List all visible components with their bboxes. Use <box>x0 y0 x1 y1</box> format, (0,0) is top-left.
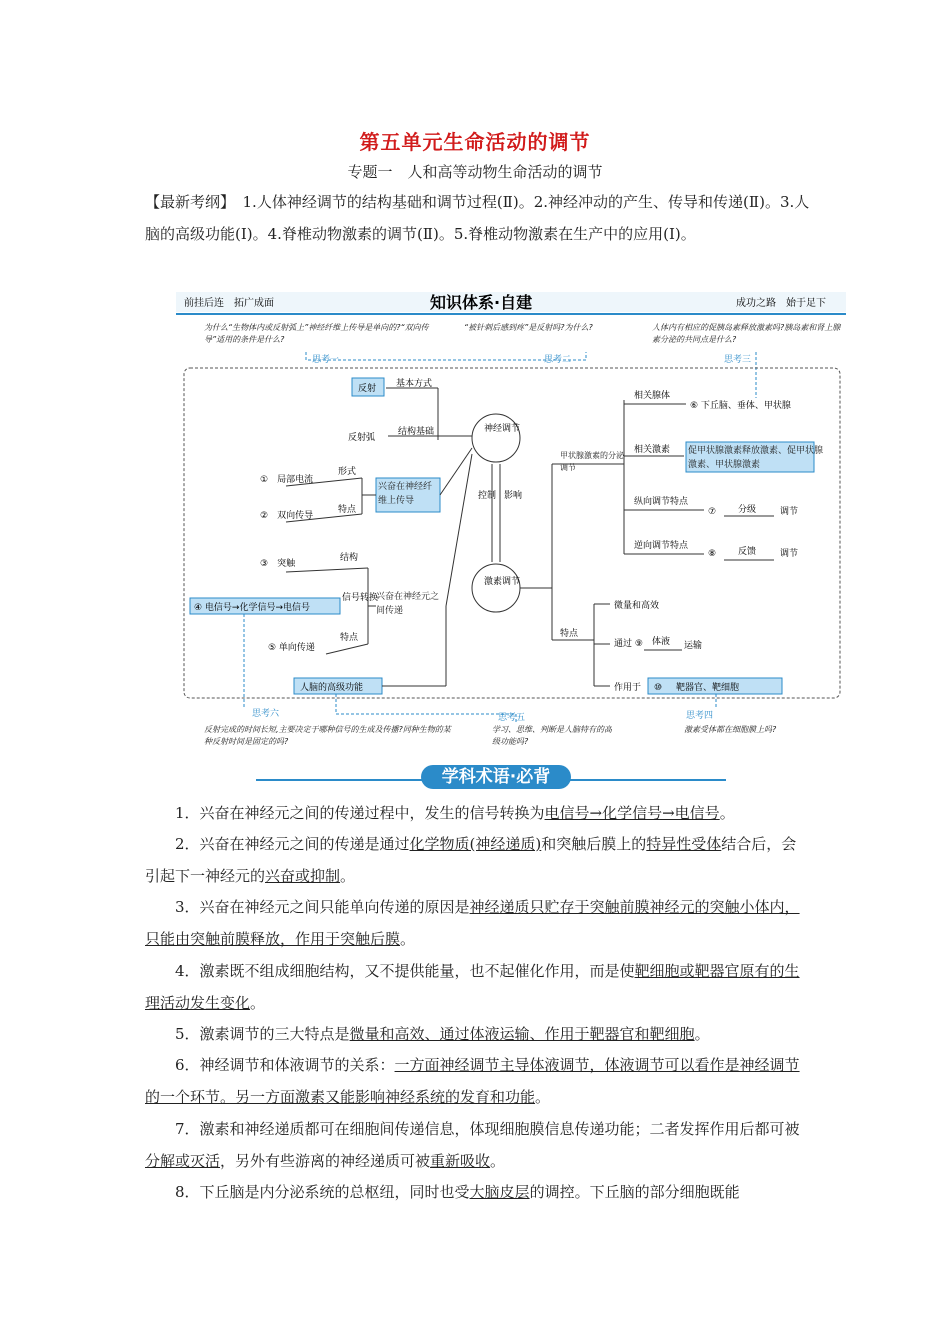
regulate-1: 调节 <box>780 507 799 517</box>
acts-on: 作用于 <box>614 683 642 693</box>
question-1: 为什么“生物体内或反射弧上”神经纤维上传导是单向的?“双向传导”适用的条件是什么? <box>204 323 429 344</box>
think-3-label: 思考三 <box>724 355 752 365</box>
item-7: 分级 <box>738 505 757 515</box>
banner-title: 知识体系·自建 <box>430 293 533 312</box>
hormone-feature: 特点 <box>560 629 579 639</box>
reflex-label: 反射 <box>358 384 377 394</box>
item-2: ② 双向传导 <box>260 511 314 521</box>
question-4: 反射完成的时间长短,主要决定于哪种信号的生成及传播?同种生物的某种反射时间是固定的吗? <box>204 725 451 746</box>
think-5-label: 思考五 <box>498 713 526 723</box>
influence-label: 影响 <box>504 491 523 501</box>
statement-2: 2．兴奋在神经元之间的传递是通过化学物质(神经递质)和突触后膜上的特异性受体结合后，会引起下一神经元的兴奋或抑制。 <box>145 835 797 885</box>
transport-label: 运输 <box>684 641 703 651</box>
regulate-2: 调节 <box>780 549 799 559</box>
fiber-conduction: 兴奋在神经纤维上传导 <box>378 482 433 506</box>
think-1-label: 思考一 <box>312 355 340 365</box>
form-label: 形式 <box>338 467 357 477</box>
hormonal-regulation: 激素调节 <box>484 577 521 587</box>
via-label: 通过 ⑨ <box>614 639 643 649</box>
syllabus-text: 1.人体神经调节的结构基础和调节过程(Ⅱ)。2.神经冲动的产生、传导和传递(Ⅱ)。3.人脑的高级功能(Ⅰ)。4.脊椎动物激素的调节(Ⅱ)。5.脊椎动物激素在生产中的应用(Ⅰ)。 <box>145 193 810 243</box>
page-title: 第五单元生命活动的调节 <box>359 130 591 154</box>
related-gland: 相关腺体 <box>634 391 671 401</box>
statement-3: 3．兴奋在神经元之间只能单向传递的原因是神经递质只贮存于突触前膜神经元的突触小体内，只能由突触前膜释放，作用于突触后膜。 <box>145 898 800 948</box>
think-6-label: 思考六 <box>252 709 280 719</box>
question-5: 学习、思维、判断是人脑特有的高级功能吗? <box>492 725 612 746</box>
feature-label-2: 特点 <box>340 633 359 643</box>
item-3: ③ 突触 <box>260 559 296 569</box>
item-5: ⑤ 单向传递 <box>268 643 315 653</box>
banner-left: 前挂后连 拓广成面 <box>184 298 274 309</box>
item-10: 靶器官、靶细胞 <box>676 683 740 693</box>
item-9: 体液 <box>652 637 671 647</box>
structure-label: 结构 <box>340 553 359 563</box>
terms-banner <box>256 765 726 787</box>
statement-7: 7．激素和神经递质都可在细胞间传递信息，体现细胞膜信息传递功能；二者发挥作用后都可被分解或灭活，另外有些游离的神经递质可被重新吸收。 <box>145 1120 800 1170</box>
syllabus-label: 【最新考纲】 <box>145 193 228 211</box>
statement-4: 4．激素既不组成细胞结构，又不提供能量，也不起催化作用，而是使靶细胞或靶器官原有的生理活动发生变化。 <box>145 962 800 1012</box>
between-neurons: 兴奋在神经元之间传递 <box>376 592 440 616</box>
control-label: 控制 <box>478 491 497 501</box>
item-1: ① 局部电流 <box>260 475 314 485</box>
statement-1: 1．兴奋在神经元之间的传递过程中，发生的信号转换为电信号→化学信号→电信号。 <box>175 804 735 822</box>
item-4: ④ 电信号→化学信号→电信号 <box>194 603 311 613</box>
syllabus <box>145 186 810 250</box>
basic-mode: 基本方式 <box>396 379 433 389</box>
hormones-list: 促甲状腺激素释放激素、促甲状腺激素、甲状腺激素 <box>688 446 824 470</box>
brain-function: 人脑的高级功能 <box>300 683 364 693</box>
page-subtitle: 专题一 人和高等动物生命活动的调节 <box>347 163 603 181</box>
signal-label: 信号转换 <box>342 593 379 603</box>
vertical-feature: 纵向调节特点 <box>634 497 689 507</box>
related-hormone: 相关激素 <box>634 445 671 455</box>
statement-8: 8．下丘脑是内分泌系统的总枢纽，同时也受大脑皮层的调控。下丘脑的部分细胞既能 <box>175 1183 740 1201</box>
reflex-arc: 反射弧 <box>348 433 376 443</box>
statement-6: 6．神经调节和体液调节的关系：一方面神经调节主导体液调节，体液调节可以看作是神经调节的一个环节。另一方面激素又能影响神经系统的发育和功能。 <box>145 1056 800 1106</box>
thyroid-regulation: 甲状腺激素的分泌调节 <box>560 451 624 472</box>
statement-5: 5．激素调节的三大特点是微量和高效、通过体液运输、作用于靶器官和靶细胞。 <box>175 1025 710 1043</box>
structural-basis: 结构基础 <box>398 427 435 437</box>
item-6: ⑥ 下丘脑、垂体、甲状腺 <box>690 401 791 411</box>
item-8-num: ⑧ <box>708 549 717 559</box>
banner-right: 成功之路 始于足下 <box>736 298 826 309</box>
question-3: 人体内有相应的促胰岛素释放激素吗?胰岛素和肾上腺素分泌的共同点是什么? <box>652 323 841 344</box>
neural-regulation: 神经调节 <box>484 424 521 434</box>
terms-banner-title: 学科术语·必背 <box>421 765 571 789</box>
think-4-label: 思考四 <box>686 711 714 721</box>
reverse-feature: 逆向调节特点 <box>634 541 689 551</box>
item-10-num: ⑩ <box>654 683 663 693</box>
trace-efficient: 微量和高效 <box>614 601 660 611</box>
feature-label-1: 特点 <box>338 505 357 515</box>
think-2-label: 思考二 <box>544 355 572 365</box>
question-2: “被针刺后感到疼”是反射吗?为什么? <box>464 323 593 332</box>
item-8: 反馈 <box>738 547 757 557</box>
knowledge-diagram <box>176 288 846 778</box>
item-7-num: ⑦ <box>708 507 717 517</box>
question-6: 激素受体都在细胞膜上吗? <box>684 725 777 734</box>
